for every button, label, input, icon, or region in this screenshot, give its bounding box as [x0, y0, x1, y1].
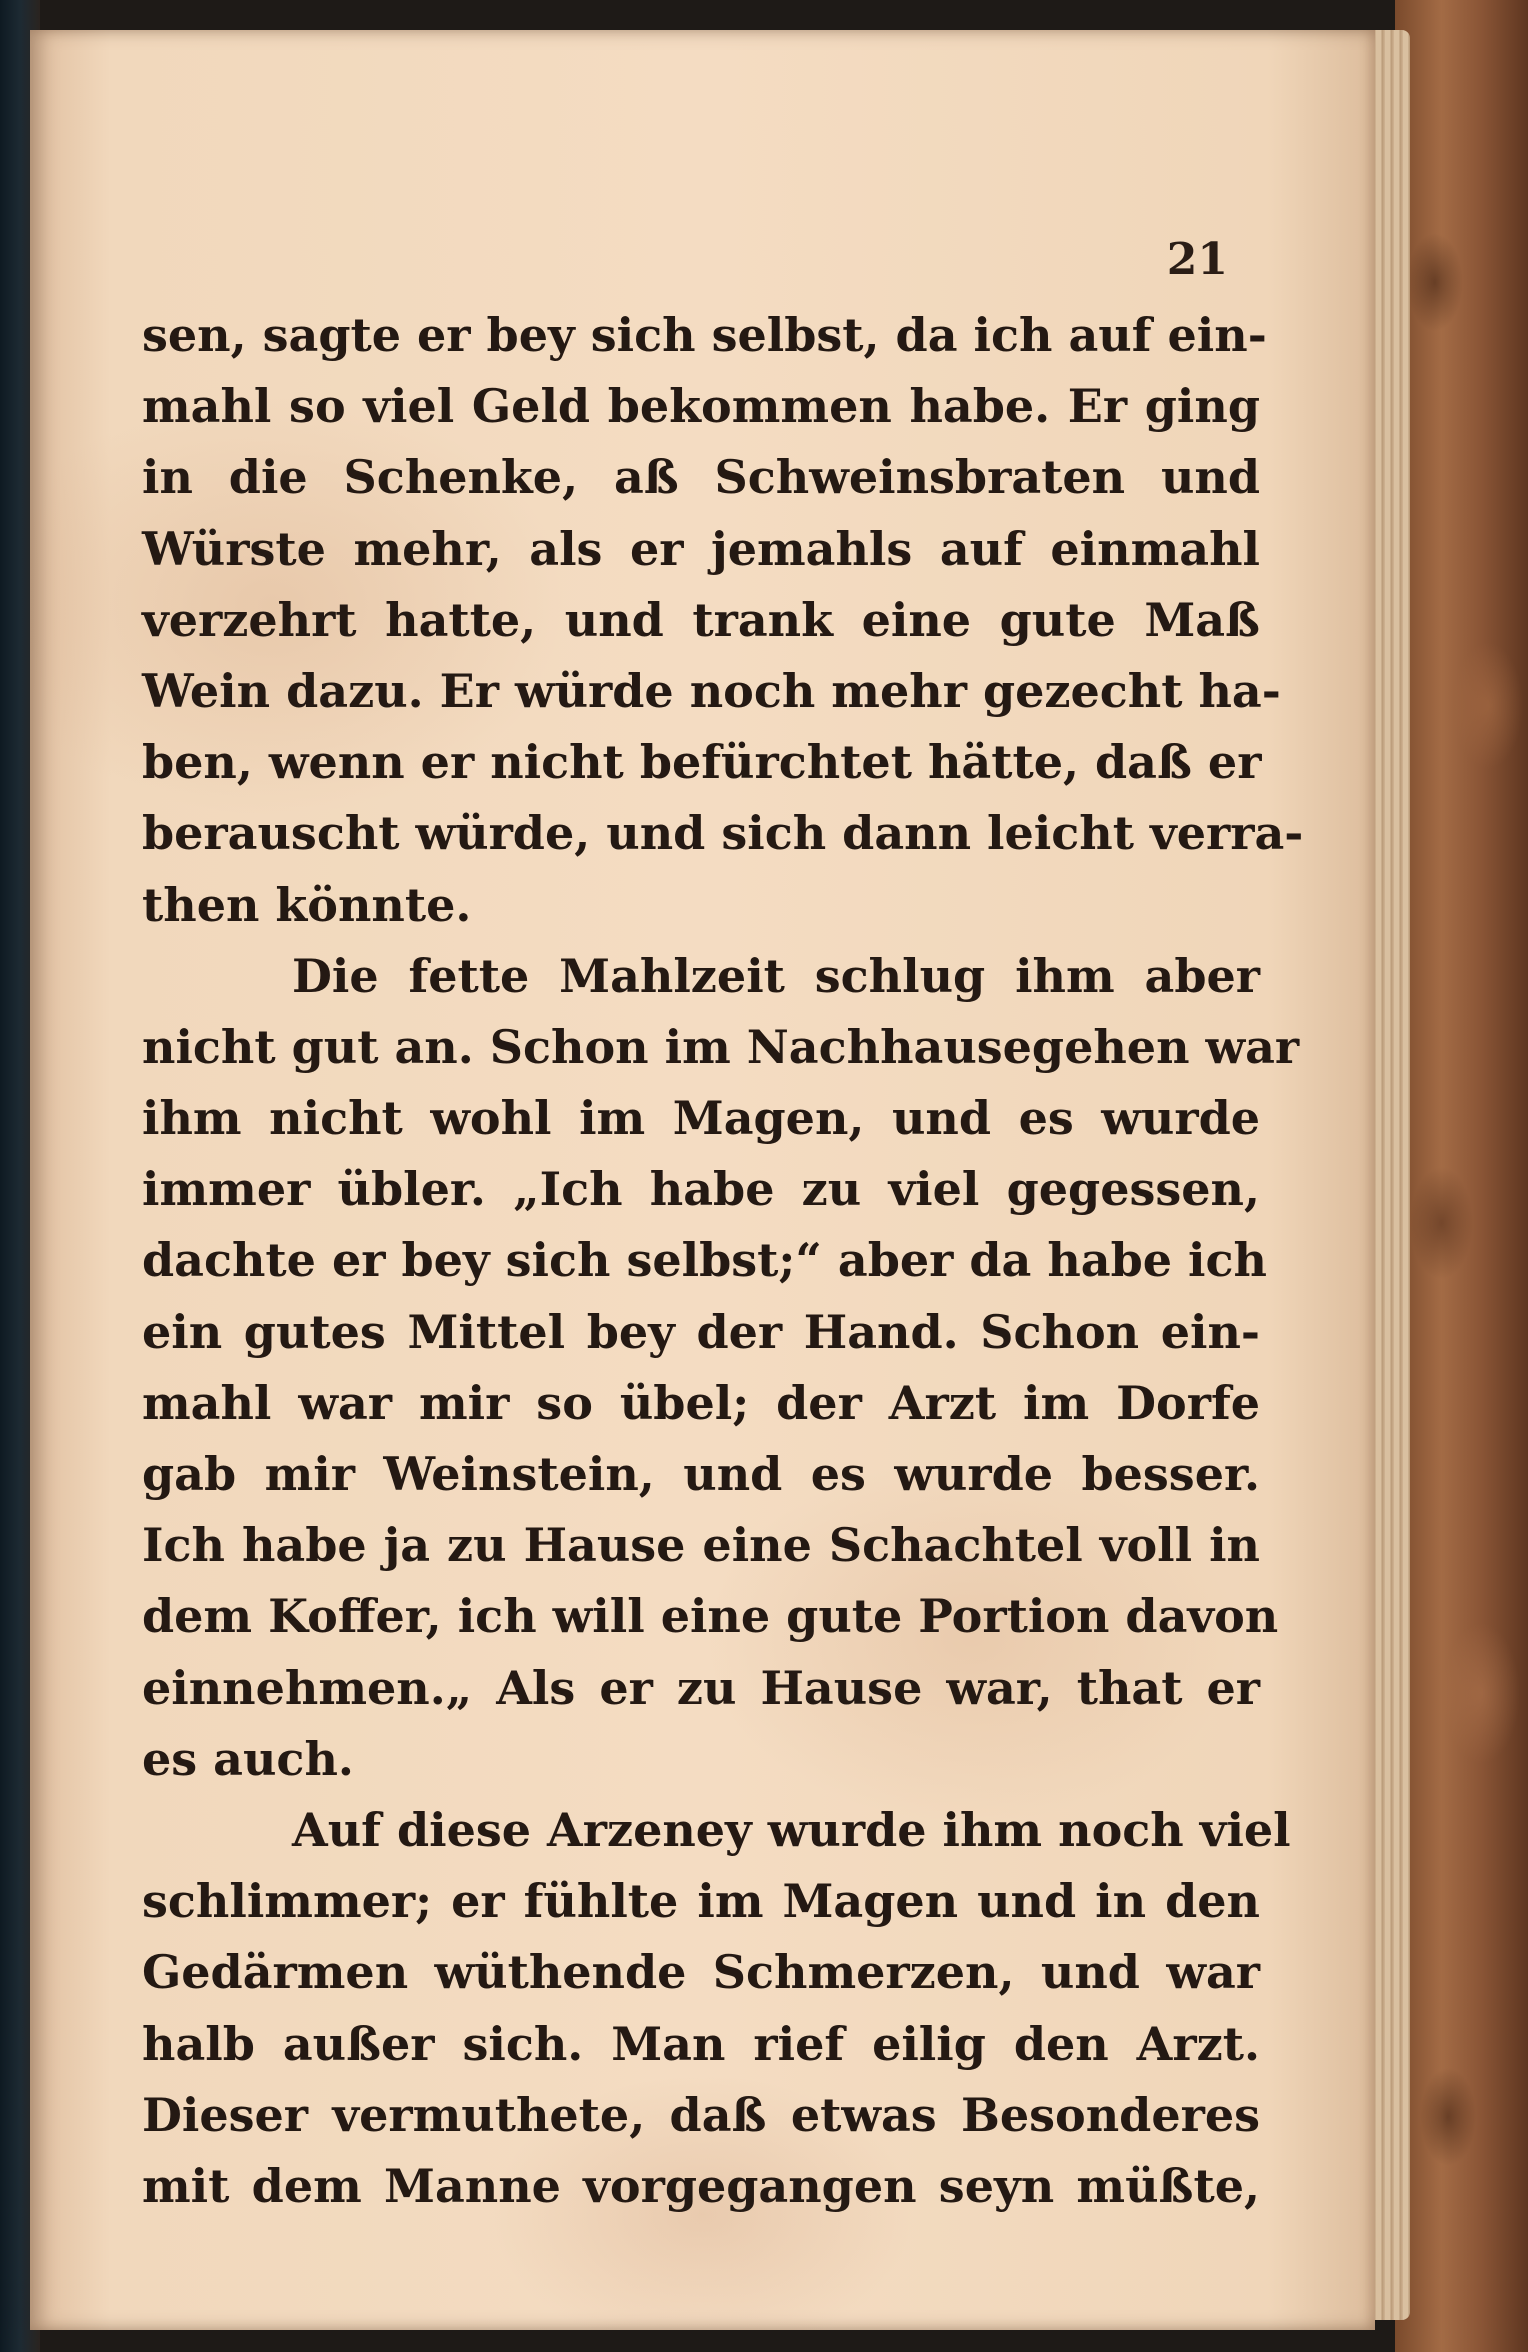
text-line: berauscht würde, und sich dann leicht verra-: [142, 806, 1304, 861]
text-line: ein gutes Mittel bey der Hand. Schon ein-: [142, 1304, 1260, 1359]
text-line: Dieser vermuthete, daß etwas Besonderes: [142, 2087, 1260, 2142]
text-line: verzehrt hatte, und trank eine gute Maß: [142, 592, 1260, 647]
text-line: Gedärmen wüthende Schmerzen, und war: [142, 1945, 1260, 2000]
text-line: es auch.: [142, 1731, 354, 1786]
text-line: ben, wenn er nicht befürchtet hätte, daß er: [142, 735, 1262, 790]
text-line: schlimmer; er fühlte im Magen und in den: [142, 1874, 1260, 1929]
text-line: Ich habe ja zu Hause eine Schachtel voll in: [142, 1518, 1260, 1573]
text-line: mahl war mir so übel; der Arzt im Dorfe: [142, 1375, 1260, 1430]
text-line: mahl so viel Geld bekommen habe. Er ging: [142, 379, 1260, 434]
text-line: halb außer sich. Man rief eilig den Arzt.: [142, 2016, 1260, 2071]
text-line: immer übler. „Ich habe zu viel gegessen,: [142, 1162, 1260, 1217]
text-line: Würste mehr, als er jemahls auf einmahl: [142, 521, 1260, 576]
marbled-cover-edge: [1395, 0, 1528, 2352]
book-page: [30, 30, 1375, 2330]
page-number: 21: [1166, 234, 1228, 285]
text-line: ihm nicht wohl im Magen, und es wurde: [142, 1091, 1260, 1146]
text-line: dem Koffer, ich will eine gute Portion davon: [142, 1589, 1279, 1644]
text-line: sen, sagte er bey sich selbst, da ich auf ein-: [142, 308, 1267, 362]
text-line: then könnte.: [142, 877, 472, 932]
body-text: [142, 300, 1304, 2222]
text-line: einnehmen.„ Als er zu Hause war, that er: [142, 1660, 1260, 1715]
text-line: mit dem Manne vorgegangen seyn müßte,: [142, 2158, 1260, 2213]
text-line: in die Schenke, aß Schweinsbraten und: [142, 450, 1260, 505]
paragraph-start-line: Die fette Mahlzeit schlug ihm aber: [292, 948, 1260, 1003]
text-line: nicht gut an. Schon im Nachhausegehen war: [142, 1019, 1300, 1074]
text-line: Wein dazu. Er würde noch mehr gezecht ha-: [142, 663, 1281, 718]
text-line: gab mir Weinstein, und es wurde besser.: [142, 1447, 1260, 1501]
paragraph-start-line: Auf diese Arzeney wurde ihm noch viel: [292, 1802, 1291, 1857]
text-line: dachte er bey sich selbst;“ aber da habe ich: [142, 1233, 1267, 1288]
